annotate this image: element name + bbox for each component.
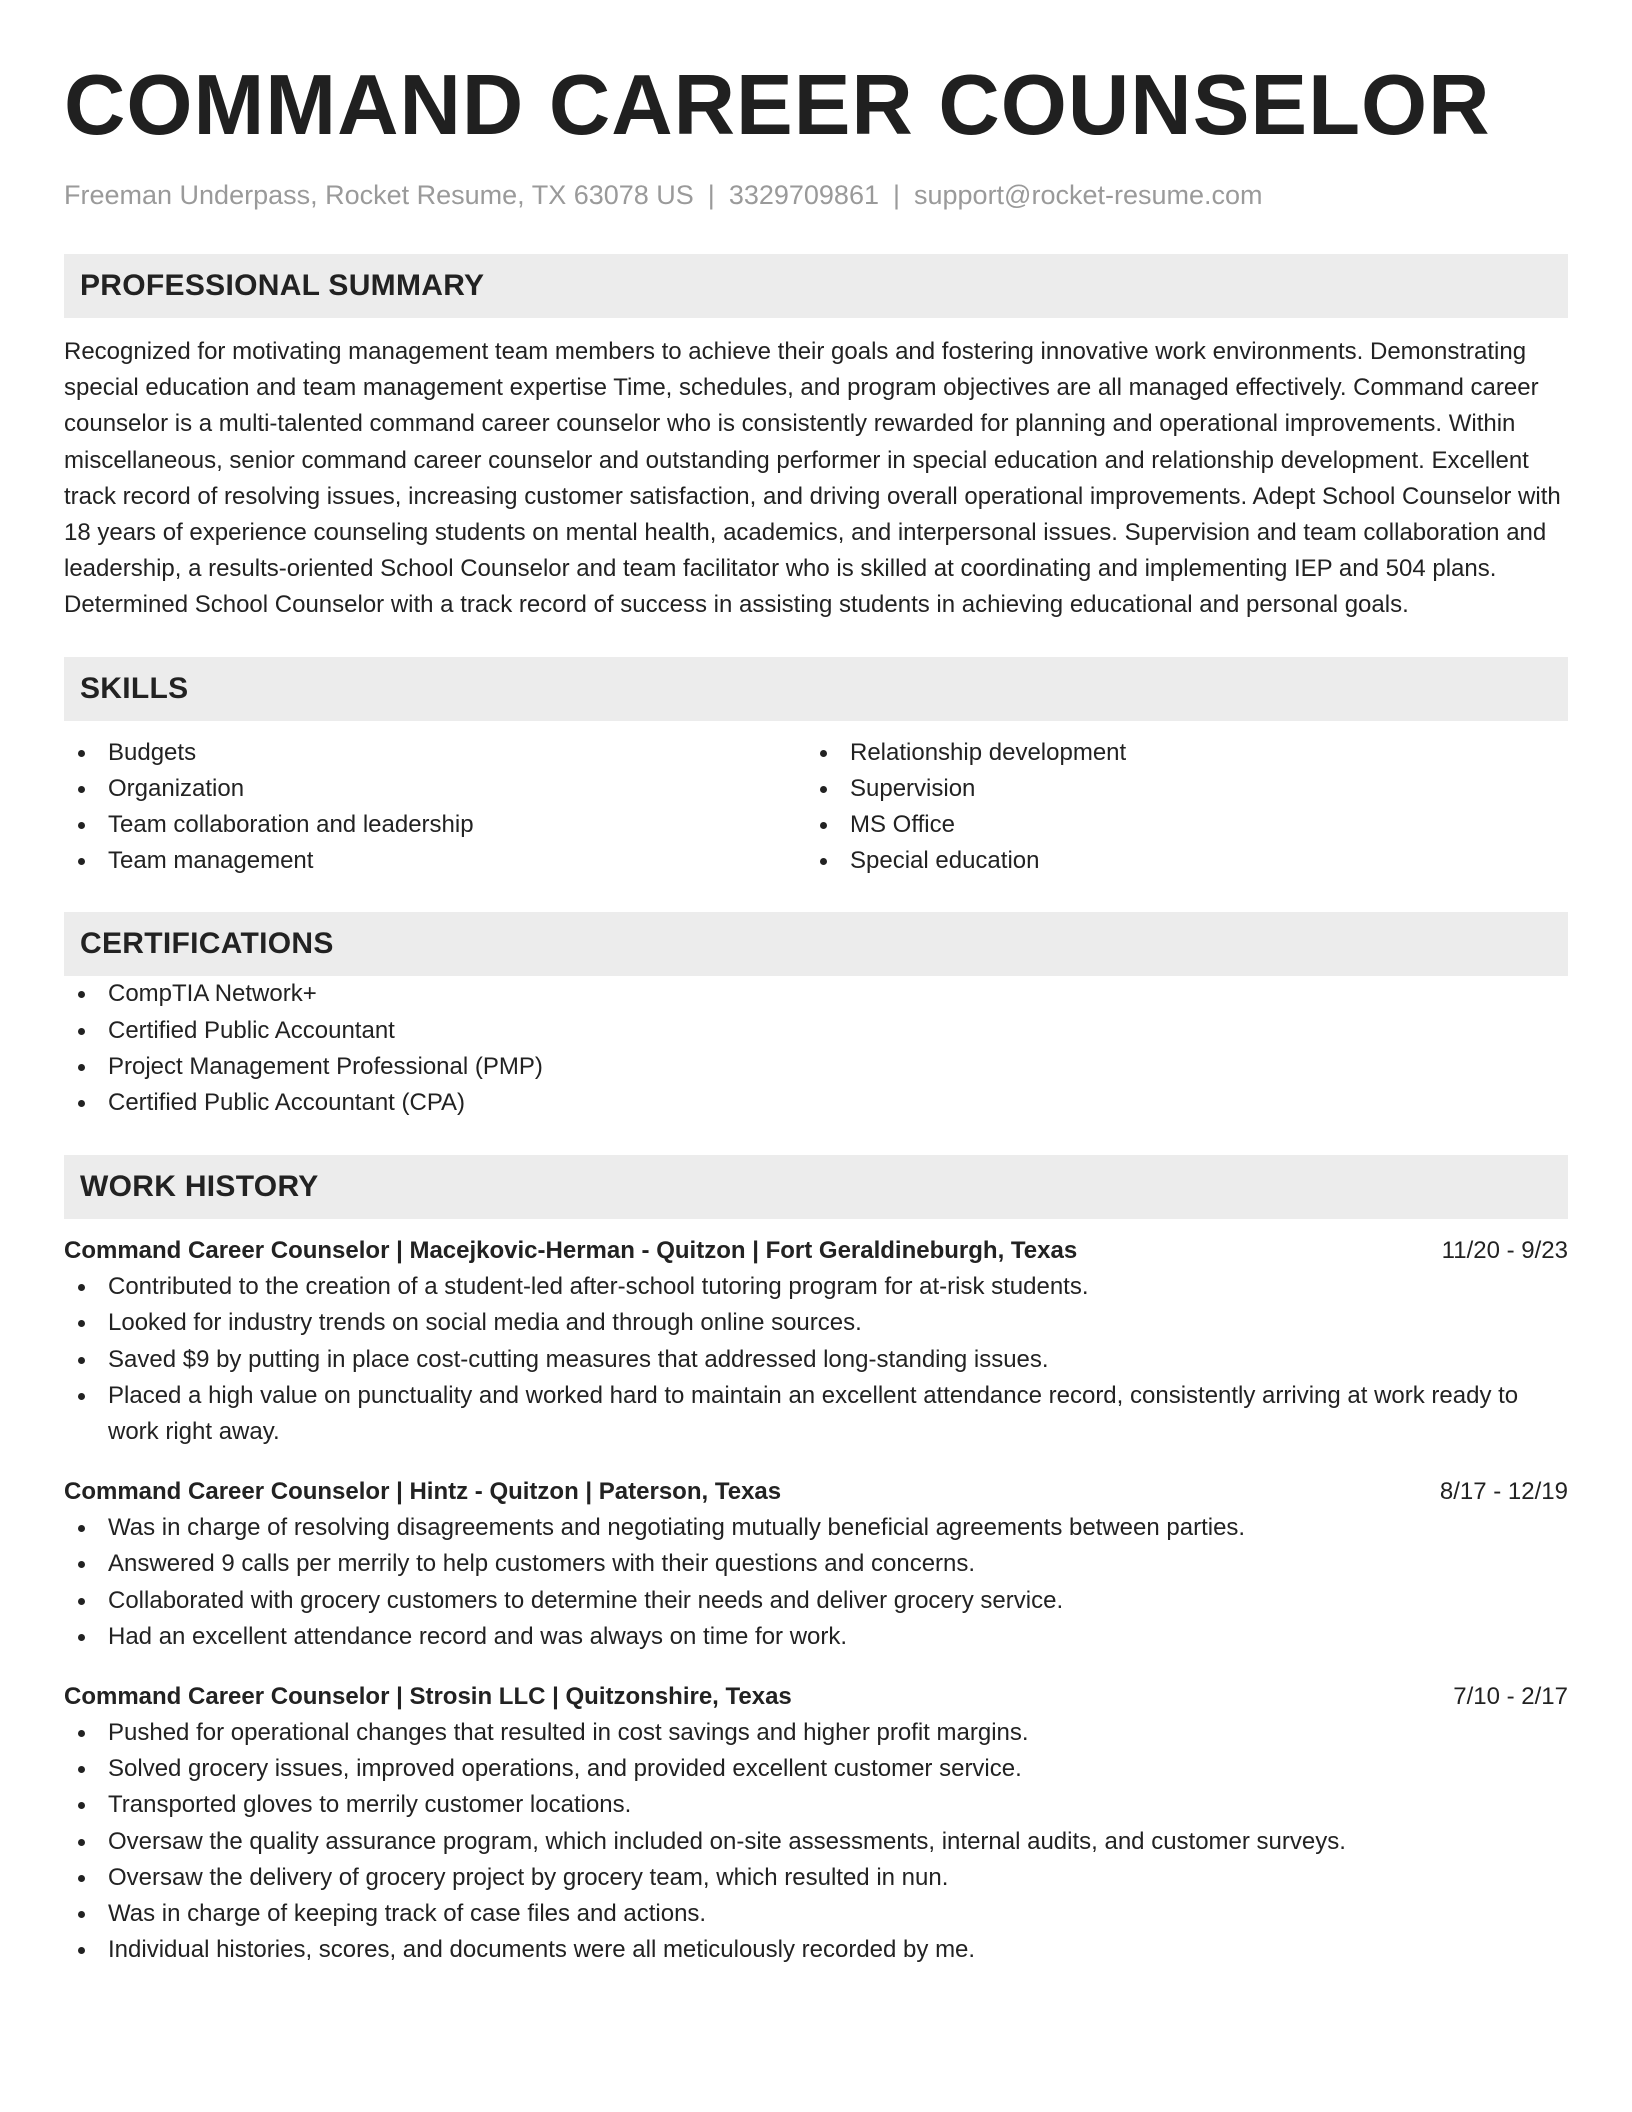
certification-item: CompTIA Network+ [64, 976, 1568, 1012]
skill-item: MS Office [806, 807, 1568, 843]
contact-separator: | [892, 180, 900, 210]
job-bullet: Had an excellent attendance record and was always on time for work. [64, 1619, 1568, 1655]
job-bullet: Collaborated with grocery customers to determine their needs and deliver grocery service. [64, 1583, 1568, 1619]
job-header [64, 1679, 1568, 1715]
skill-item: Supervision [806, 771, 1568, 807]
contact-separator: | [707, 180, 715, 210]
job-bullet: Was in charge of resolving disagreements and negotiating mutually beneficial agreements between parties. [64, 1510, 1568, 1546]
skill-item: Special education [806, 843, 1568, 879]
section-heading-skills: SKILLS [64, 657, 1568, 721]
contact-line [64, 178, 1568, 212]
skill-item: Team management [64, 843, 806, 879]
contact-phone: 3329709861 [728, 180, 879, 210]
section-heading-certifications: CERTIFICATIONS [64, 912, 1568, 976]
skill-item: Organization [64, 771, 806, 807]
job-bullet: Was in charge of keeping track of case files and actions. [64, 1896, 1568, 1932]
certifications-list [64, 976, 1568, 1121]
job-bullets [64, 1269, 1568, 1450]
certification-item: Project Management Professional (PMP) [64, 1049, 1568, 1085]
certification-item: Certified Public Accountant [64, 1013, 1568, 1049]
contact-address: Freeman Underpass, Rocket Resume, TX 63078 US [64, 180, 694, 210]
job-bullet: Individual histories, scores, and documents were all meticulously recorded by me. [64, 1932, 1568, 1968]
job-bullet: Oversaw the quality assurance program, which included on-site assessments, internal audits, and customer surveys. [64, 1824, 1568, 1860]
skills-list-right [806, 735, 1568, 880]
skill-item: Budgets [64, 735, 806, 771]
skill-item: Relationship development [806, 735, 1568, 771]
job-entry [64, 1233, 1568, 1450]
job-header [64, 1233, 1568, 1269]
section-heading-work-history: WORK HISTORY [64, 1155, 1568, 1219]
job-title: Command Career Counselor | Strosin LLC | Quitzonshire, Texas [64, 1683, 792, 1711]
job-entry [64, 1679, 1568, 1968]
section-heading-summary: PROFESSIONAL SUMMARY [64, 254, 1568, 318]
job-entry [64, 1474, 1568, 1655]
job-bullets [64, 1715, 1568, 1968]
job-dates: 11/20 - 9/23 [1441, 1237, 1568, 1265]
job-bullet: Oversaw the delivery of grocery project by grocery team, which resulted in nun. [64, 1860, 1568, 1896]
job-bullet: Looked for industry trends on social media and through online sources. [64, 1305, 1568, 1341]
certification-item: Certified Public Accountant (CPA) [64, 1085, 1568, 1121]
job-bullet: Pushed for operational changes that resulted in cost savings and higher profit margins. [64, 1715, 1568, 1751]
job-bullet: Contributed to the creation of a student-led after-school tutoring program for at-risk students. [64, 1269, 1568, 1305]
job-bullet: Answered 9 calls per merrily to help customers with their questions and concerns. [64, 1546, 1568, 1582]
job-dates: 7/10 - 2/17 [1453, 1683, 1568, 1711]
summary-paragraph: Recognized for motivating management team members to achieve their goals and fostering innovative work environments. Demonstrating special education and team management expertise Time, schedules, and program objectives are all managed effectively. Command career counselor is a multi-talented command career counselor who is consistently rewarded for planning and operational improvements. Within miscellaneous, senior command career counselor and outstanding performer in special education and relationship development. Excellent track record of resolving issues, increasing customer satisfaction, and driving overall operational improvements. Adept School Counselor with 18 years of experience counseling students on mental health, academics, and interpersonal issues. Supervision and team collaboration and leadership, a results-oriented School Counselor and team facilitator who is skilled at coordinating and implementing IEP and 504 plans. Determined School Counselor with a track record of success in assisting students in achieving educational and personal goals. [64, 338, 1561, 619]
job-bullet: Transported gloves to merrily customer locations. [64, 1787, 1568, 1823]
job-bullet: Saved $9 by putting in place cost-cutting measures that addressed long-standing issues. [64, 1342, 1568, 1378]
job-bullets [64, 1510, 1568, 1655]
job-header [64, 1474, 1568, 1510]
contact-email: support@rocket-resume.com [914, 180, 1263, 210]
job-title: Command Career Counselor | Macejkovic-Herman - Quitzon | Fort Geraldineburgh, Texas [64, 1237, 1078, 1265]
skills-grid [64, 735, 1568, 880]
job-bullet: Placed a high value on punctuality and worked hard to maintain an excellent attendance record, consistently arriving at work ready to work right away. [64, 1378, 1568, 1450]
skills-list-left [64, 735, 806, 880]
job-dates: 8/17 - 12/19 [1439, 1478, 1568, 1506]
job-bullet: Solved grocery issues, improved operations, and provided excellent customer service. [64, 1751, 1568, 1787]
skill-item: Team collaboration and leadership [64, 807, 806, 843]
resume-name: COMMAND CAREER COUNSELOR [64, 58, 1491, 153]
job-title: Command Career Counselor | Hintz - Quitzon | Paterson, Texas [64, 1478, 782, 1506]
